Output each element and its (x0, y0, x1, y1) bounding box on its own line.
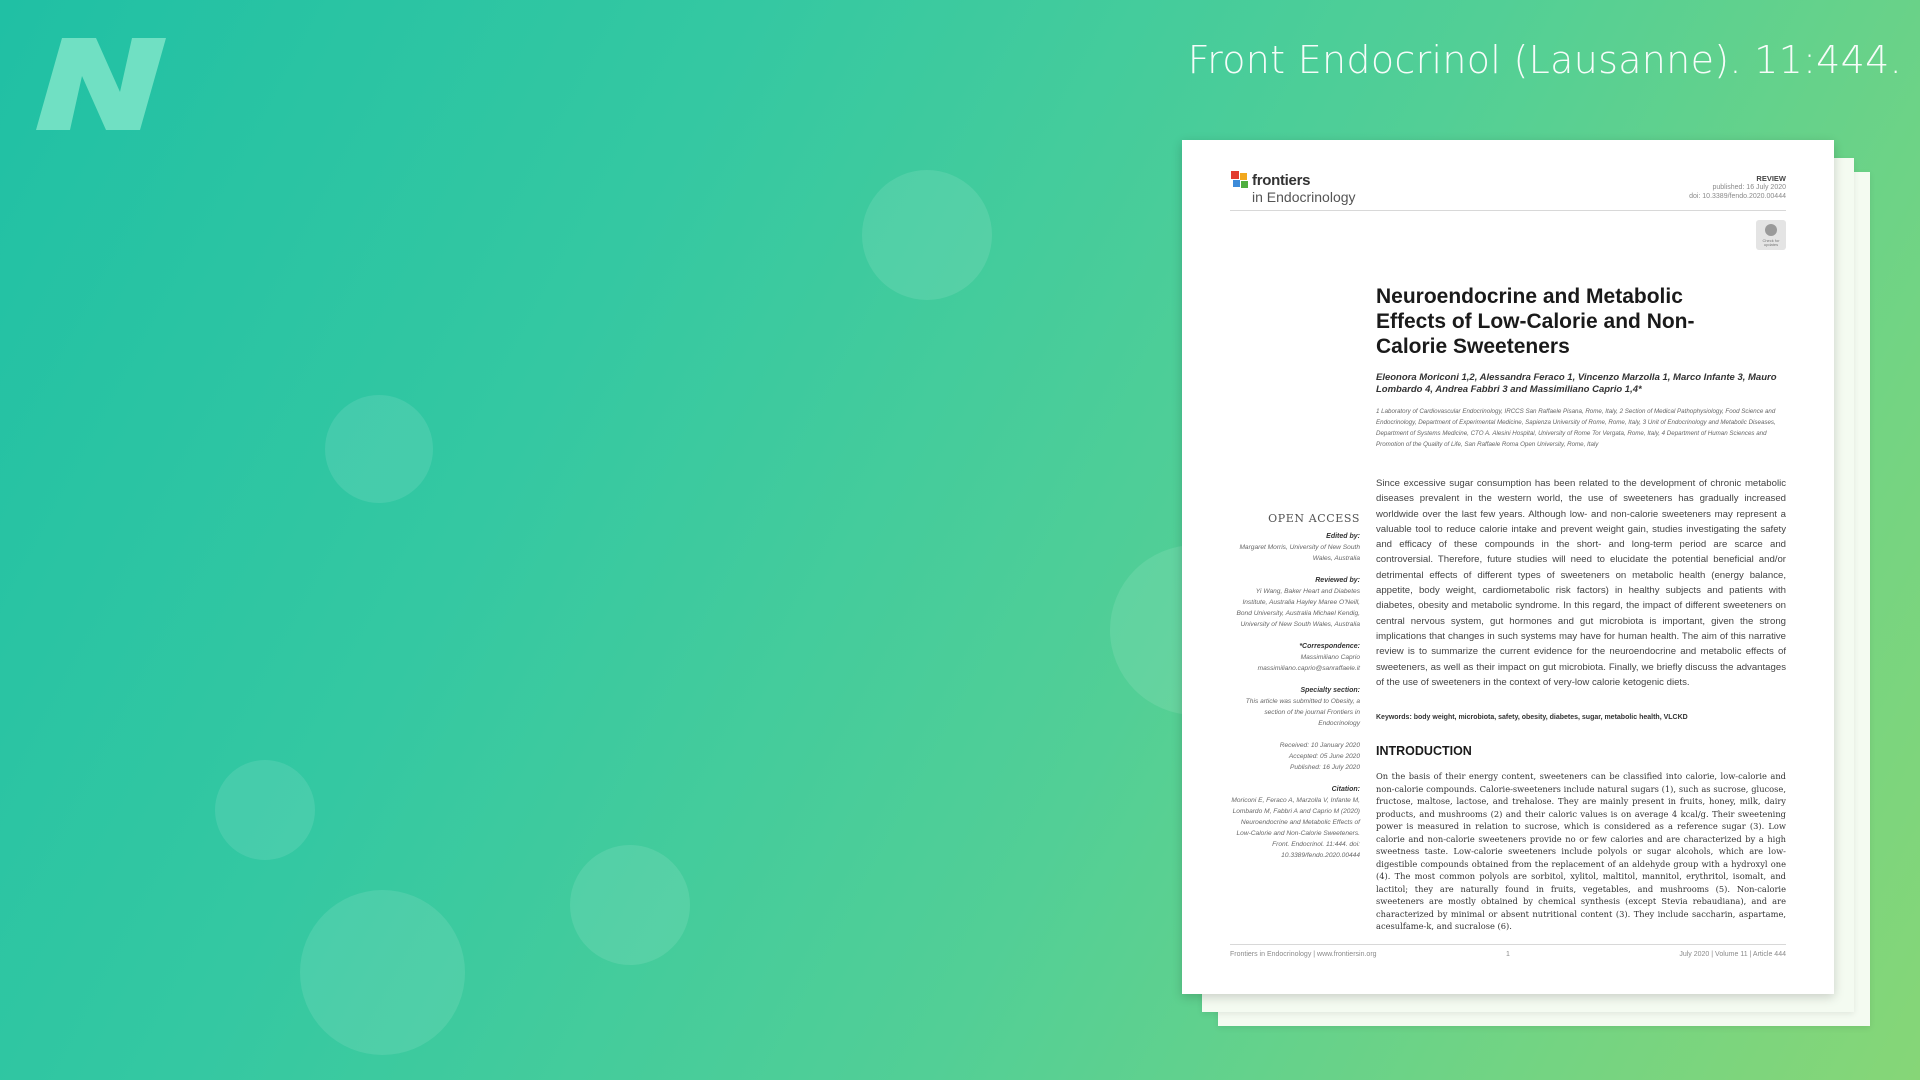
n-logo-icon (36, 38, 166, 130)
bokeh-circle (862, 170, 992, 300)
paper-title: Neuroendocrine and Metabolic Effects of Low-Calorie and Non-Calorie Sweeteners (1376, 285, 1695, 358)
edited-by-block (1230, 531, 1360, 564)
bokeh-circle (570, 845, 690, 965)
published-date: Published: 16 July 2020 (1289, 764, 1360, 771)
article-meta (1689, 174, 1786, 201)
dates-block (1230, 740, 1360, 773)
correspondence-label: *Correspondence: (1299, 643, 1360, 650)
specialty-block (1230, 685, 1360, 729)
check-updates-icon (1765, 224, 1777, 236)
article-type: REVIEW (1756, 174, 1786, 183)
reviewed-by-text: Yi Wang, Baker Heart and Diabetes Institute, Australia Hayley Maree O'Neill, Bond University, Australia Michael Kendig, University of New South Wales, Australia (1236, 588, 1360, 628)
published-line: published: 16 July 2020 (1712, 184, 1786, 191)
reviewed-by-block (1230, 575, 1360, 630)
paper-footer (1230, 944, 1786, 958)
check-for-updates-badge[interactable] (1756, 220, 1786, 250)
paper-header (1230, 170, 1786, 211)
accepted-date: Accepted: 05 June 2020 (1288, 753, 1360, 760)
journal-subtitle: in Endocrinology (1252, 189, 1356, 205)
paper-abstract: Since excessive sugar consumption has been related to the development of chronic metabolic diseases prevalent in the western world, the use of sweeteners has gradually increased worldwide over the last few years. Although low- and non-calorie sweeteners may represent a valuable tool to reduce calorie intake and prevent weight gain, studies investigating the safety and efficacy of these compounds in the short- and long-term period are scarce and controversial. Therefore, future studies will need to elucidate the potential beneficial and/or detrimental effects of different types of sweeteners on metabolic health (energy balance, appetite, body weight, cardiometabolic risk factors) in healthy subjects and patients with diabetes, obesity and metabolic syndrome. In this regard, the impact of different sweeteners on central nervous system, gut hormones and gut microbiota is important, given the strong implications that changes in such systems may have for human health. The aim of this narrative review is to summarize the current evidence for the neuroendocrine and metabolic effects of sweeteners, as well as their impact on gut microbiota. Finally, we briefly discuss the advantages of the use of sweeteners in the context of very-low calorie ketogenic diets. (1376, 478, 1786, 688)
citation-text: Moriconi E, Feraco A, Marzolla V, Infante M, Lombardo M, Fabbri A and Caprio M (2020) Neuroendocrine and Metabolic Effects of Low-Calorie and Non-Calorie Sweeteners. Front. Endocrinol. 11:444. doi: 10.3389/fendo.2020.00444 (1231, 797, 1360, 859)
frontiers-logo-icon (1230, 170, 1250, 192)
paper-keywords: Keywords: body weight, microbiota, safety, obesity, diabetes, sugar, metabolic health, VLCKD (1376, 714, 1688, 721)
paper-affiliations: 1 Laboratory of Cardiovascular Endocrinology, IRCCS San Raffaele Pisana, Rome, Italy, 2 Section of Medical Pathophysiology, Food Science and Endocrinology, Department of Experimental Medicine, Sapienza University of Rome, Rome, Italy, 3 Unit of Endocrinology and Metabolic Diseases, Department of Systems Medicine, CTO A. Alesini Hospital, University of Rome Tor Vergata, Rome, Italy, 4 Department of Human Sciences and Promotion of the Quality of Life, San Raffaele Roma Open University, Rome, Italy (1376, 408, 1776, 448)
received-date: Received: 10 January 2020 (1279, 742, 1360, 749)
bokeh-circle (325, 395, 433, 503)
paper-sidebar (1230, 512, 1360, 872)
open-access-label: OPEN ACCESS (1268, 512, 1360, 525)
paper-page (1182, 140, 1834, 994)
bokeh-circle (215, 760, 315, 860)
reviewed-by-label: Reviewed by: (1315, 577, 1360, 584)
paper-authors: Eleonora Moriconi 1,2, Alessandra Feraco 1, Vincenzo Marzolla 1, Marco Infante 3, Mauro Lombardo 4, Andrea Fabbri 3 and Massimiliano Caprio 1,4* (1376, 372, 1777, 395)
citation-block (1230, 784, 1360, 861)
citation-label: Citation: (1331, 786, 1360, 793)
correspondence-text: Massimiliano Caprio massimiliano.caprio@sanraffaele.it (1257, 654, 1360, 672)
intro-heading: INTRODUCTION (1376, 744, 1472, 758)
journal-brand: frontiers (1252, 172, 1311, 189)
intro-body: On the basis of their energy content, sweeteners can be classified into calorie, low-calorie and non-calorie compounds. Calorie-sweeteners include natural sugars (1), such as sucrose, glucose, fructose, maltose, lactose, and trehalose. They are mainly present in fruits, honey, milk, dairy products, and mushrooms (2) and their caloric values is on average 4 kcal/g. Their sweetening power is measured in relation to sucrose, which is considered as a reference sugar (3). Low calorie and non-calorie sweeteners provide no or few calories and are characterized by a high sweetness taste. Low-calorie sweeteners include polyols or sugar alcohols, which are low-digestible compounds obtained from the replacement of an aldehyde group with a hydroxyl one (4). The most common polyols are sorbitol, xylitol, maltitol, mannitol, erythritol, isomalt, and lactitol; they are naturally found in fruits, vegetables, and mushrooms (5). Non-calorie sweeteners are mostly obtained by chemical synthesis (except Stevia rebaudiana), and are characterized by minimal or absent nutritional content (3). They include saccharin, aspartame, acesulfame-k, and sucralose (6). (1376, 771, 1786, 931)
edited-by-text: Margaret Morris, University of New South Wales, Australia (1239, 544, 1360, 562)
footer-page-number: 1 (1506, 951, 1510, 958)
correspondence-block (1230, 641, 1360, 674)
footer-issue: July 2020 | Volume 11 | Article 444 (1679, 951, 1786, 958)
bokeh-circle (300, 890, 465, 1055)
specialty-text: This article was submitted to Obesity, a section of the journal Frontiers in Endocrinology (1245, 698, 1360, 727)
check-updates-label: Check for updates (1762, 238, 1780, 247)
doi-line: doi: 10.3389/fendo.2020.00444 (1689, 193, 1786, 200)
edited-by-label: Edited by: (1326, 533, 1360, 540)
footer-journal: Frontiers in Endocrinology | www.frontiersin.org (1230, 951, 1377, 958)
citation-heading: Front Endocrinol (Lausanne). 11:444. (1187, 38, 1902, 82)
specialty-label: Specialty section: (1300, 687, 1360, 694)
